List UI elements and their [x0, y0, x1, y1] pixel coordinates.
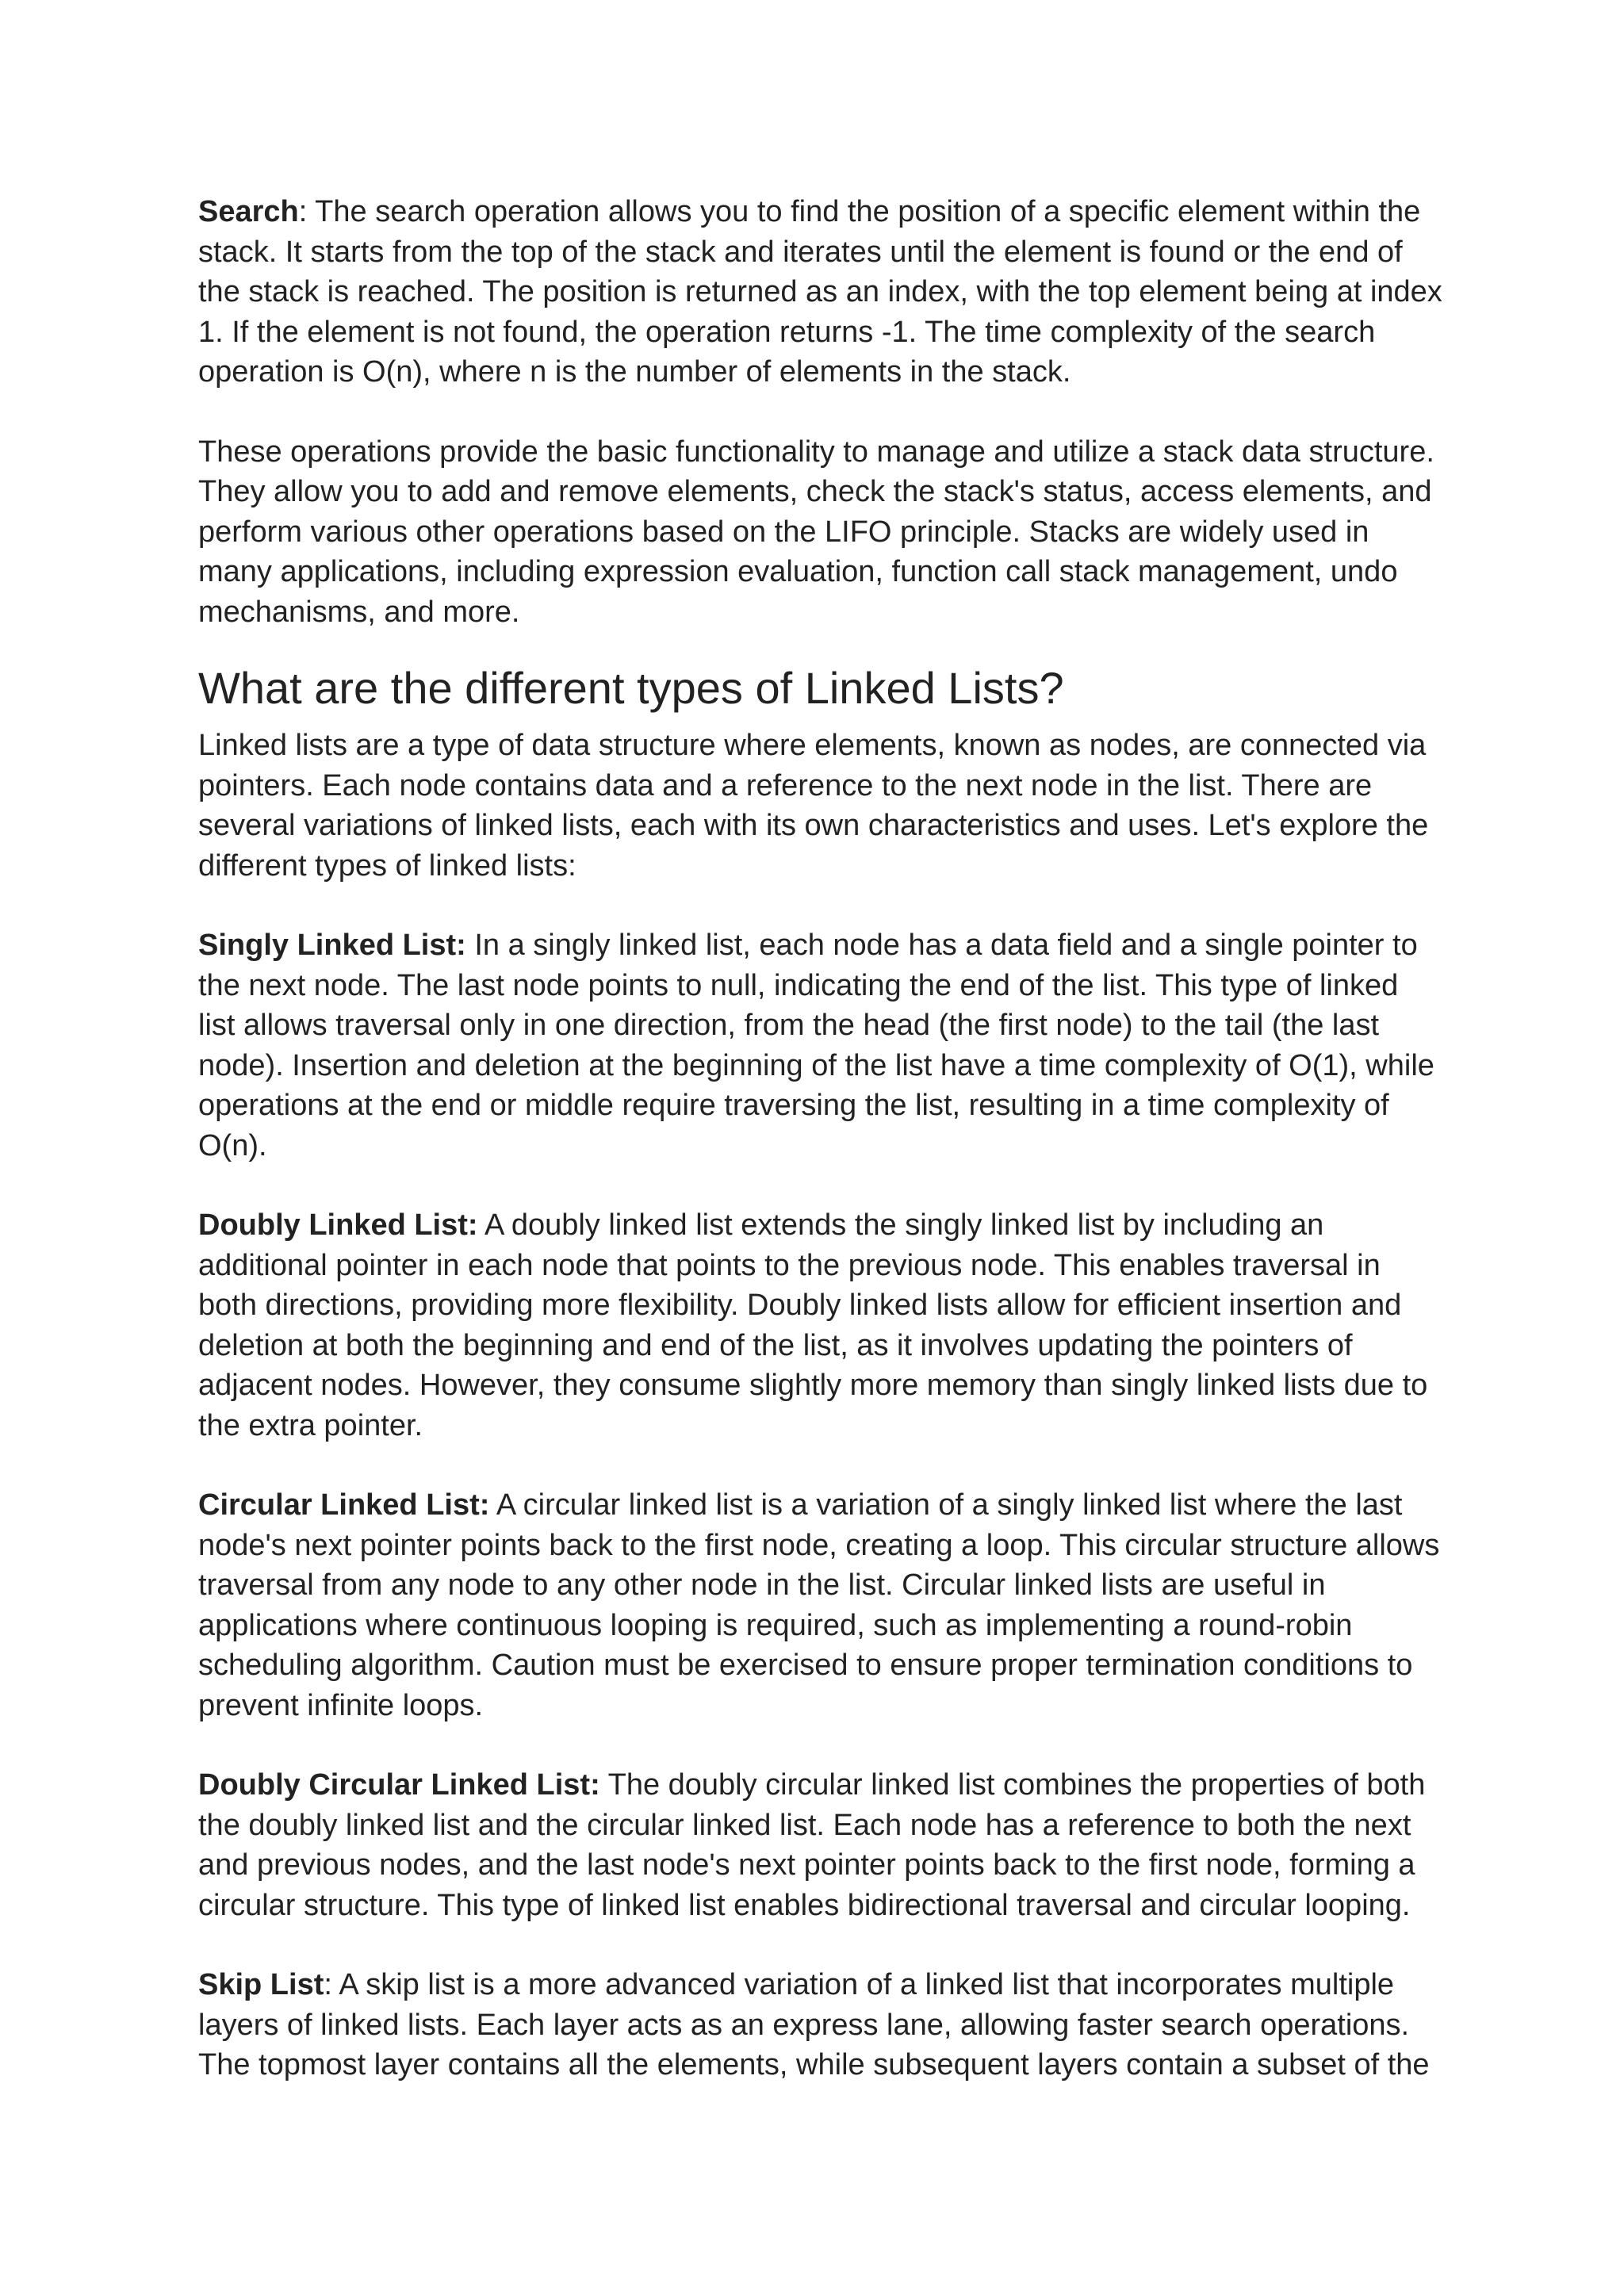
skip-list-term: Skip List: [198, 1968, 324, 2001]
doubly-linked-list-paragraph: [198, 1205, 1443, 1446]
skip-list-text: : A skip list is a more advanced variation of a linked list that incorporates multiple layers of linked lists. Each layer acts as an express lane, allowing faster search operations. The topmost layer contains all the elements, while subsequent layers contain a subset of the: [198, 1968, 1430, 2081]
circular-linked-list-text: A circular linked list is a variation of a singly linked list where the last node's next pointer points back to the first node, creating a loop. This circular structure allows traversal from any node to any other node in the list. Circular linked lists are useful in applications where continuous looping is required, such as implementing a round-robin scheduling algorithm. Caution must be exercised to ensure proper termination conditions to prevent infinite loops.: [198, 1488, 1440, 1722]
doubly-circular-linked-list-paragraph: [198, 1765, 1443, 1925]
doubly-linked-list-text: A doubly linked list extends the singly linked list by including an additional pointer in each node that points to the previous node. This enables traversal in both directions, providing more flexibility. Doubly linked lists allow for efficient insertion and deletion at both the beginning and end of the list, as it involves updating the pointers of adjacent nodes. However, they consume slightly more memory than singly linked lists due to the extra pointer.: [198, 1208, 1428, 1442]
singly-linked-list-text: In a singly linked list, each node has a data field and a single pointer to the next node. The last node points to null, indicating the end of the list. This type of linked list allows traversal only in one direction, from the head (the first node) to the tail (the last node). Insertion and deletion at the beginning of the list have a time complexity of O(1), while operations at the end or middle require traversing the list, resulting in a time complexity of O(n).: [198, 929, 1434, 1162]
singly-linked-list-paragraph: [198, 925, 1443, 1166]
circular-linked-list-paragraph: [198, 1485, 1443, 1725]
section-heading: What are the different types of Linked Lists?: [198, 663, 1064, 713]
doubly-circular-linked-list-term: Doubly Circular Linked List:: [198, 1768, 600, 1802]
singly-linked-list-term: Singly Linked List:: [198, 929, 466, 962]
doubly-circular-linked-list-text: The doubly circular linked list combines the properties of both the doubly linked list and the circular linked list. Each node has a reference to both the next and previous nodes, and the last node's next pointer points back to the first node, forming a circular structure. This type of linked list enables bidirectional traversal and circular looping.: [198, 1768, 1426, 1922]
search-paragraph: [198, 192, 1443, 393]
summary-paragraph: These operations provide the basic functionality to manage and utilize a stack data structure. They allow you to add and remove elements, check the stack's status, access elements, and perform various other operations based on the LIFO principle. Stacks are widely used in many applications, including expression evaluation, function call stack management, undo mechanisms, and more.: [198, 435, 1434, 629]
skip-list-paragraph: [198, 1965, 1443, 2085]
intro-paragraph: Linked lists are a type of data structure where elements, known as nodes, are connected via pointers. Each node contains data and a reference to the next node in the list. There are several variations of linked lists, each with its own characteristics and uses. Let's explore the different types of linked lists:: [198, 729, 1429, 883]
document-page: [198, 192, 1443, 2085]
search-text: : The search operation allows you to find the position of a specific element within the stack. It starts from the top of the stack and iterates until the element is found or the end of the stack is reached. The position is returned as an index, with the top element being at index 1. If the element is not found, the operation returns -1. The time complexity of the search operation is O(n), where n is the number of elements in the stack.: [198, 195, 1442, 389]
search-term: Search: [198, 195, 299, 228]
circular-linked-list-term: Circular Linked List:: [198, 1488, 490, 1522]
doubly-linked-list-term: Doubly Linked List:: [198, 1208, 478, 1242]
